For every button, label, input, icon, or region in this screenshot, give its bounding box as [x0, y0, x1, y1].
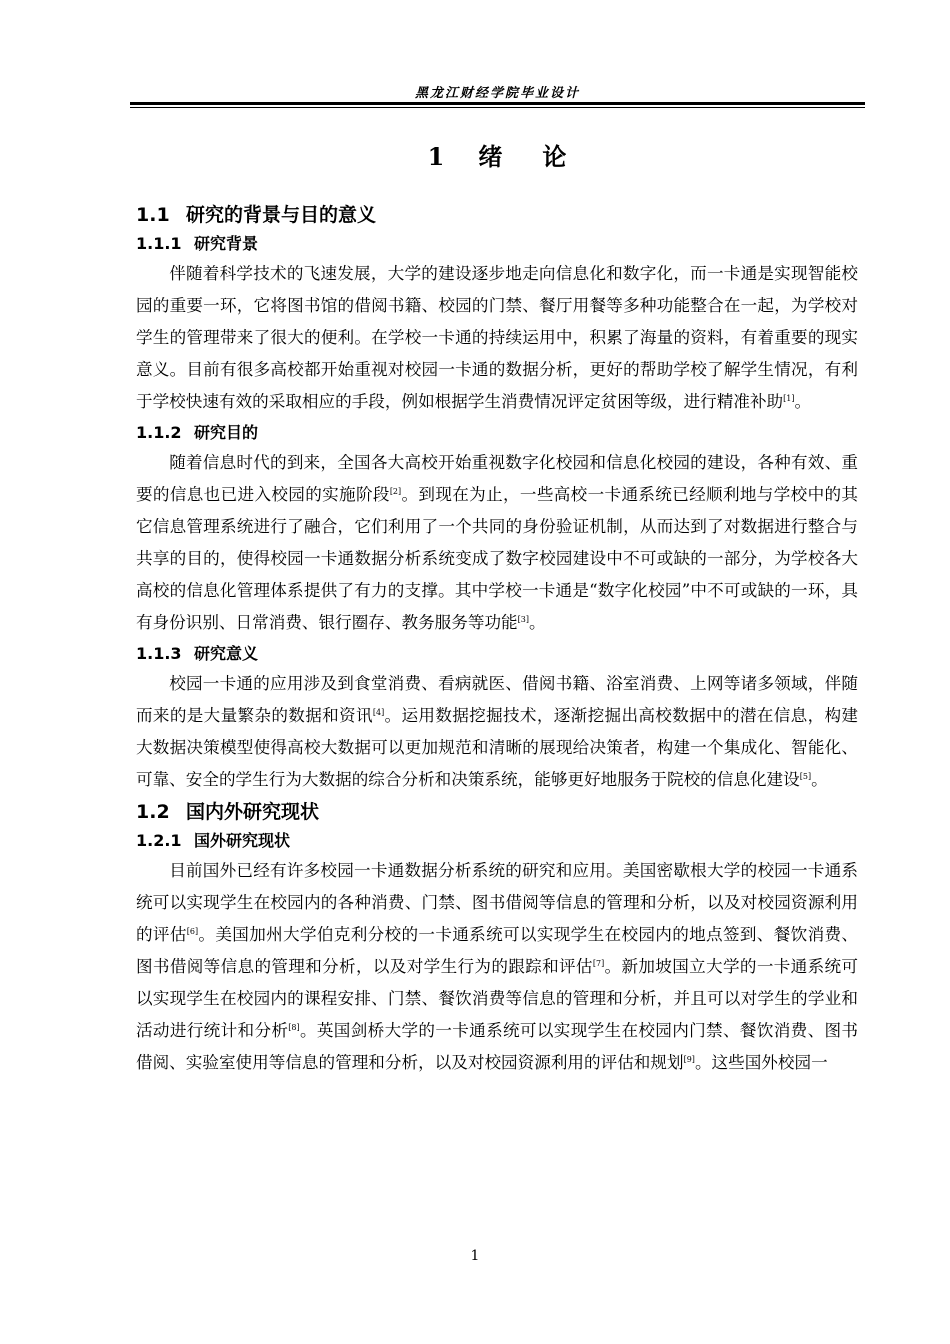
- chapter-title-part1: 绪: [478, 142, 503, 171]
- section-title: 研究意义: [194, 644, 259, 663]
- section-title: 研究的背景与目的意义: [186, 204, 377, 226]
- section-number: 1.1: [136, 204, 170, 226]
- paragraph-text: 。到现在为止，一些高校一卡通系统已经顺利地与学校中的其它信息管理系统进行了融合，它们利用了一个共同的身份验证机制，从而达到了对数据进行整合与共享的目的，使得校园一卡通数据分析系统变成了数字校园建设中不可或缺的一部分，为学校各大高校的信息化管理体系提供了有力的支撑。其中学校一卡通是“数字化校园”中不可或缺的一环，具有身份识别、日常消费、银行圈存、教务服务等功能: [136, 485, 859, 632]
- section-number: 1.1.2: [136, 423, 182, 442]
- section-title: 国内外研究现状: [186, 801, 320, 823]
- section-heading-1-2-1: [136, 826, 858, 855]
- citation-4: [4]: [372, 708, 385, 717]
- section-number: 1.1.1: [136, 234, 182, 253]
- citation-6: [6]: [186, 927, 199, 936]
- page-header: 黑龙江财经学院毕业设计: [414, 86, 580, 101]
- section-heading-1-1: [136, 201, 858, 229]
- citation-9: [9]: [683, 1055, 695, 1064]
- section-number: 1.2: [136, 801, 170, 823]
- paragraph-text: 目前国外已经有许多校园一卡通数据分析系统的研究和应用。美国密歇根大学的校园一卡通系统可以实现学生在校园内的各种消费、门禁、图书借阅等信息的管理和分析，以及对校园资源利用的评估: [136, 861, 858, 944]
- citation-2: [2]: [389, 487, 402, 496]
- paragraph-significance: [136, 668, 858, 796]
- chapter-title: [136, 140, 858, 174]
- paragraph-background: [136, 258, 858, 418]
- section-heading-1-1-3: [136, 639, 858, 668]
- chapter-title-part2: 论: [542, 142, 567, 171]
- citation-3: [3]: [517, 615, 529, 624]
- header-rule-thin: [130, 107, 865, 108]
- paragraph-text: 伴随着科学技术的飞速发展，大学的建设逐步地走向信息化和数字化，而一卡通是实现智能校园的重要一环，它将图书馆的借阅书籍、校园的门禁、餐厅用餐等多种功能整合在一起，为学校对学生的管理带来了很大的便利。在学校一卡通的持续运用中，积累了海量的资料，有着重要的现实意义。目前有很多高校都开始重视对校园一卡通的数据分析，更好的帮助学校了解学生情况，有利于学校快速有效的采取相应的手段，例如根据学生消费情况评定贫困等级，进行精准补助: [136, 264, 858, 411]
- paragraph-text: 。运用数据挖掘技术，逐渐挖掘出高校数据中的潜在信息，构建大数据决策模型使得高校大数据可以更加规范和清晰的展现给决策者，构建一个集成化、智能化、可靠、安全的学生行为大数据的综合分析和决策系统，能够更好地服务于院校的信息化建设: [136, 706, 859, 789]
- paragraph-text: 校园一卡通的应用涉及到食堂消费、看病就医、借阅书籍、浴室消费、上网等诸多领域，伴随而来的是大量繁杂的数据和资讯: [136, 674, 858, 725]
- paragraph-end: 。: [529, 613, 546, 632]
- citation-5: [5]: [799, 772, 812, 781]
- section-title: 国外研究现状: [194, 831, 291, 850]
- header-rule-thick: [130, 102, 865, 105]
- paragraph-text: 。这些国外校园一: [694, 1053, 828, 1072]
- paragraph-end: 。: [811, 770, 828, 789]
- paragraph-text: 随着信息时代的到来，全国各大高校开始重视数字化校园和信息化校园的建设，各种有效、重要的信息也已进入校园的实施阶段: [136, 453, 858, 504]
- paragraph-text: 。美国加州大学伯克利分校的一卡通系统可以实现学生在校园内的地点签到、餐饮消费、图书借阅等信息的管理和分析，以及对学生行为的跟踪和评估: [136, 925, 859, 976]
- section-number: 1.2.1: [136, 831, 182, 850]
- section-heading-1-2: [136, 798, 858, 826]
- section-title: 研究目的: [194, 423, 259, 442]
- citation-8: [8]: [288, 1023, 300, 1032]
- paragraph-foreign-research: [136, 855, 858, 1079]
- paragraph-purpose: [136, 447, 858, 639]
- section-number: 1.1.3: [136, 644, 182, 663]
- document-body: [136, 140, 858, 1079]
- section-heading-1-1-2: [136, 418, 858, 447]
- citation-1: [1]: [783, 394, 795, 403]
- paragraph-text: 。新加坡国立大学的一卡通系统可以实现学生在校园内的课程安排、门禁、餐饮消费等信息的管理和分析，并且可以对学生的学业和活动进行统计和分析: [136, 957, 859, 1040]
- page-number: 1: [470, 1248, 480, 1264]
- citation-7: [7]: [592, 959, 605, 968]
- paragraph-text: 。英国剑桥大学的一卡通系统可以实现学生在校园内门禁、餐饮消费、图书借阅、实验室使用等信息的管理和分析，以及对校园资源利用的评估和规划: [136, 1021, 859, 1072]
- paragraph-end: 。: [794, 392, 812, 411]
- chapter-number: 1: [427, 142, 445, 171]
- section-title: 研究背景: [194, 234, 259, 253]
- section-heading-1-1-1: [136, 229, 858, 258]
